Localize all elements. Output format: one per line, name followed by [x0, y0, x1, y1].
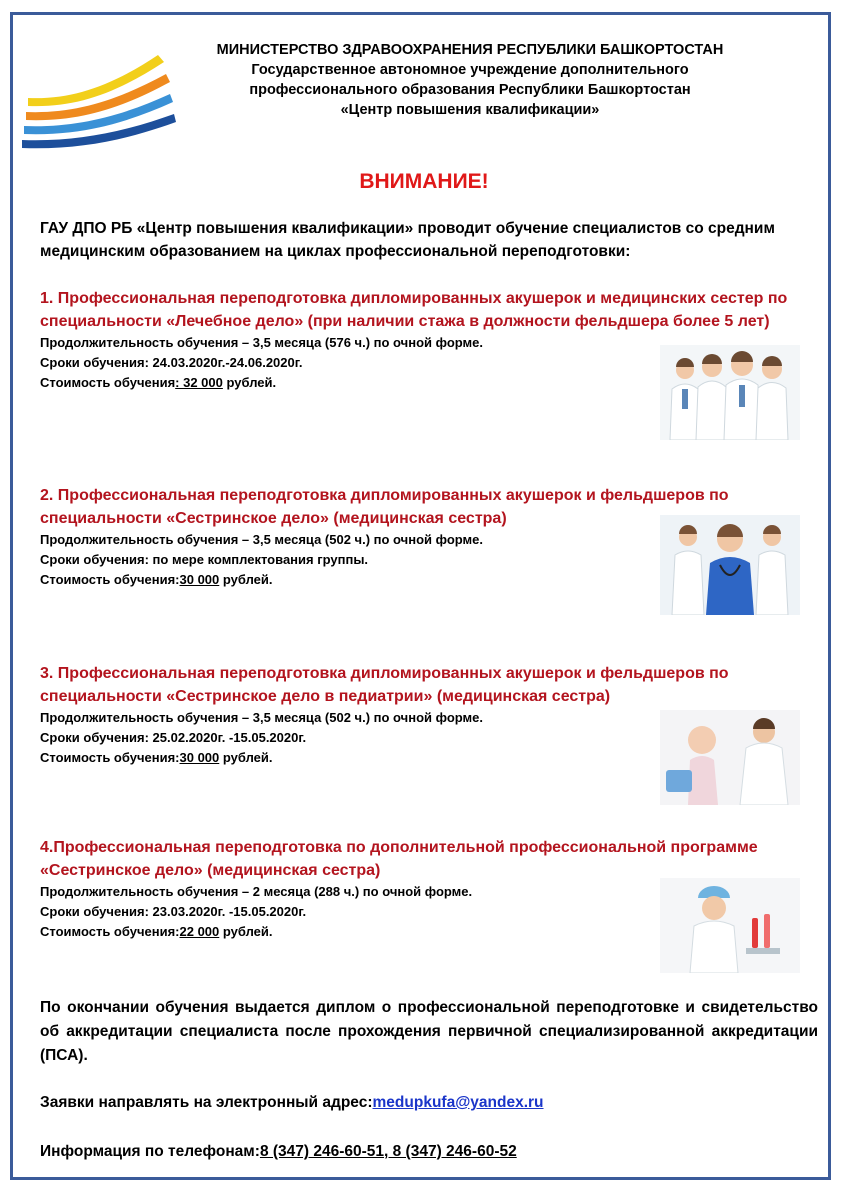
email-link[interactable]: medupkufa@yandex.ru — [372, 1094, 544, 1111]
closing-paragraph: По окончании обучения выдается диплом о профессиональной переподготовке и свидетельство об аккредитации специалиста после прохождения первичной специализированной аккредитации (ПСА). — [40, 999, 818, 1064]
course-cost: Стоимость обучения: 32 000 рублей. — [40, 375, 277, 390]
course-cost: Стоимость обучения:30 000 рублей. — [40, 572, 273, 587]
email-contact — [40, 1094, 544, 1112]
institution-name-line3: «Центр повышения квалификации» — [340, 102, 600, 118]
ministry-name: МИНИСТЕРСТВО ЗДРАВООХРАНЕНИЯ РЕСПУБЛИКИ БАШКОРТОСТАН — [216, 42, 724, 58]
course-duration: Продолжительность обучения – 3,5 месяца (502 ч.) по очной форме. — [40, 532, 483, 547]
pediatric-nurse-photo — [660, 710, 800, 805]
course-duration: Продолжительность обучения – 2 месяца (288 ч.) по очной форме. — [40, 884, 473, 899]
course-title: 3. Профессиональная переподготовка дипломированных акушерок и фельдшеров по специальности «Сестринское дело в педиатрии» (медицинская сестра) — [40, 665, 729, 705]
institution-name-line2: профессионального образования Республики Башкортостан — [249, 82, 691, 98]
medical-staff-photo — [660, 345, 800, 440]
organization-header — [190, 40, 750, 120]
course-title: 1. Профессиональная переподготовка дипломированных акушерок и медицинских сестер по специальности «Лечебное дело» (при наличии стажа в должности фельдшера более 5 лет) — [40, 290, 788, 330]
course-cost: Стоимость обучения:22 000 рублей. — [40, 924, 273, 939]
course-cost: Стоимость обучения:30 000 рублей. — [40, 750, 273, 765]
course-title: 2. Профессиональная переподготовка дипломированных акушерок и фельдшеров по специальности «Сестринское дело» (медицинская сестра) — [40, 487, 729, 527]
course-duration: Продолжительность обучения – 3,5 месяца (576 ч.) по очной форме. — [40, 335, 483, 350]
organization-logo — [18, 50, 183, 155]
phone-label: Информация по телефонам: — [40, 1143, 260, 1160]
course-duration: Продолжительность обучения – 3,5 месяца (502 ч.) по очной форме. — [40, 710, 483, 725]
phone-numbers: 8 (347) 246-60-51, 8 (347) 246-60-52 — [259, 1143, 517, 1160]
phone-contact — [40, 1143, 517, 1161]
institution-name-line1: Государственное автономное учреждение дополнительного — [251, 62, 689, 78]
course-dates: Сроки обучения: 23.03.2020г. -15.05.2020г. — [40, 904, 307, 919]
course-title: 4.Профессиональная переподготовка по дополнительной профессиональной программе «Сестринское дело» (медицинская сестра) — [40, 839, 758, 879]
nurses-photo — [660, 515, 800, 615]
attention-heading: ВНИМАНИЕ! — [359, 170, 489, 193]
email-label: Заявки направлять на электронный адрес: — [40, 1094, 373, 1111]
course-dates: Сроки обучения: 24.03.2020г.-24.06.2020г. — [40, 355, 303, 370]
course-dates: Сроки обучения: по мере комплектования группы. — [40, 552, 369, 567]
course-dates: Сроки обучения: 25.02.2020г. -15.05.2020г. — [40, 730, 307, 745]
lab-nurse-photo — [660, 878, 800, 973]
intro-paragraph: ГАУ ДПО РБ «Центр повышения квалификации» проводит обучение специалистов со средним медицинским образованием на циклах профессиональной переподготовки: — [40, 220, 775, 260]
